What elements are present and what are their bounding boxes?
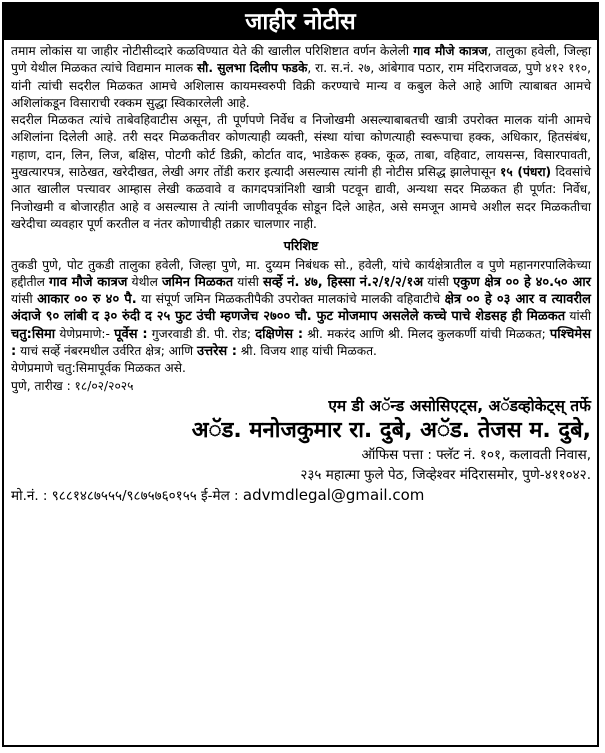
notice-date: पुणे, तारीख : १८/०२/२०२५ <box>11 378 134 393</box>
north-boundary: श्री. विजय शाह यांची मिळकत. <box>236 344 377 359</box>
schedule-text-3: यांसी <box>233 274 264 289</box>
email-label: ई-मेल : <box>201 487 239 504</box>
email-address[interactable]: advmdlegal@gmail.com <box>242 485 425 504</box>
survey-number: सर्व्हे नं. ४७, हिस्सा नं.२/१/२/१अ <box>263 274 424 290</box>
phone-label: मो.नं. : <box>11 487 48 504</box>
intro-paragraph <box>11 43 591 112</box>
contact-line <box>11 485 591 506</box>
intro-text-3: , रा. स.नं. २७, आंबेगाव पठार, राम मंदिराजवळ, पुणे ४१२ ११०, यांनी त्यांची सदरील मिळकत आमचे अशिलास कायमस्वरुपी विक्री करण्याचे मान्य व कबुल केले आहे आणि त्याबाबत आमचे अशिलांकडून विसाराची रक्कम सुद्धा स्विकारलेली आहे. <box>11 61 592 110</box>
schedule-text-4: यांसी <box>423 274 454 289</box>
notice-title: जाहीर नोटीस <box>4 4 597 40</box>
east-label: पूर्वेस : <box>114 326 148 342</box>
schedule-text-6: या संपूर्ण जमिन मिळकतीपैकी उपरोक्त मालकांचे मालकी वहिवाटीचे <box>136 292 445 307</box>
schedule-closing: येणेप्रमाणे चतु:सिमापूर्वक मिळकत असे. <box>11 361 186 376</box>
schedule-village: गाव मौजे कात्रज <box>49 274 128 290</box>
village-name: गाव मौजे कात्रज <box>413 44 488 58</box>
objection-text-2: दिवसांचे आत खालील पत्त्यावर आम्हास लेखी कळवावे व कागदपत्रांनिशी खात्री पटवून द्यावी, अन्यथा सदर मिळकत ही पूर्णत: निर्वेध, निजोखमी व बोजारहीत आहे व असल्यास ते त्यांनी जाणीवपूर्वक सोडून दिले आहेत, असे समजून आमचे अशील सदर मिळकतीचा खरेदीचा व्यवहार पूर्ण करतील व नंतर कोणाचीही तक्रार चालणार नाही. <box>11 165 591 231</box>
intro-text-1: तमाम लोकांस या जाहीर नोटीसीव्दारे कळविण्यात येते की खालील परिशिष्टात वर्णन केलेली <box>11 44 414 58</box>
schedule-paragraph <box>11 257 591 361</box>
north-label: उत्तरेस : <box>196 344 237 360</box>
phone-numbers[interactable]: ९८८१४८७५५५/९८७५७६०१५५ <box>51 487 197 504</box>
south-label: दक्षिणेस : <box>255 326 304 342</box>
public-notice <box>2 2 599 747</box>
signature-firm: एम डी अॅन्ड असोसिएट्स, अॅडव्होकेट्स् तर्फे <box>328 396 591 415</box>
total-area: एकुण क्षेत्र ०० हे ४०.५० आर <box>453 274 591 290</box>
owner-name: सौ. सुलभा दिलीप फडके <box>196 61 308 76</box>
objection-days: १५ (पंधरा) <box>500 165 552 180</box>
schedule-land: जमिन मिळकत <box>161 274 234 290</box>
schedule-text-5: यांसी <box>11 292 38 307</box>
objection-paragraph <box>11 112 591 233</box>
west-label: पश्चिमेस : <box>11 326 591 360</box>
assessment: आकार ०० रु ४० पै. <box>37 292 137 308</box>
schedule-text-2: येथील <box>127 274 162 289</box>
schedule-heading: परिशिष्ट <box>283 238 319 254</box>
schedule-text-1: तुकडी पुणे, पोट तुकडी तालुका हवेली, जिल्हा पुणे, मा. दुय्यम निबंधक सो., हवेली, यांचे कार्यक्षेत्रातील व पुणे महानगरपालिकेच्या हद्दीतील <box>11 257 591 289</box>
intro-text-2: , तालुका हवेली, जिल्हा पुणे येथील मिळकत त्यांचे विद्यमान मालक <box>11 44 591 76</box>
office-address-line-2: २३५ महात्मा फुले पेठ, जिव्हेश्वर मंदिरासमोर, पुणे-४११०४२. <box>300 466 591 483</box>
schedule-text-7: यांसी <box>565 309 591 324</box>
west-boundary: याचं सर्व्हे नंबरमधील उर्वरित क्षेत्र; आणि <box>16 344 197 359</box>
east-boundary: गुजरवाडी डी. पी. रोड; <box>147 326 256 341</box>
signature-names: अॅड. मनोजकुमार रा. दुबे, अॅड. तेजस म. दुबे, <box>191 417 591 443</box>
property-area: क्षेत्र ०० हे ०३ आर व त्यावरील अंदाजे ९० लांबी द ३० रुंदी द २५ फुट उंची म्हणजेच २७०० चौ. फुट मोजमाप असलेले कच्चे पाचे शेडसह ही मिळकत <box>11 292 591 325</box>
objection-text-1: सदरील मिळकत त्यांचे ताबेवहिवाटीस असून, ती पूर्णपणे निर्वेध व निजोखमी असल्याबाबतची खात्री उपरोक्त मालक यांनी आमचे अशिलांना दिलेली आहे. तरी सदर मिळकतीवर कोणत्याही व्यक्ती, संस्था यांचा कोणत्याही स्वरूपाचा हक्क, अधिकार, हितसंबंध, गहाण, दान, लिन, लिज, बक्षिस, पोटगी कोर्ट डिक्री, कोर्टात वाद, भाडेकरू हक्क, कूळ, ताबा, वहिवाट, लायसन्स, विसारपावती, मुखत्यारपत्र, साठेखत, खरेदीखत, लेखी अगर तोंडी करार इत्यादी असल्यास त्यांनी ही नोटीस प्रसिद्ध झालेपासून <box>11 113 591 180</box>
notice-body <box>4 40 597 506</box>
schedule-text-8: येणेप्रमाणे:- <box>55 326 115 341</box>
boundaries-label: चतु:सिमा <box>11 326 56 342</box>
south-boundary: श्री. मकरंद आणि श्री. मिलद कुलकर्णी यांची मिळकत; <box>303 326 550 341</box>
office-address-line-1: ऑफिस पत्ता : फ्लॅट नं. १०१, कलावती निवास, <box>361 446 591 463</box>
